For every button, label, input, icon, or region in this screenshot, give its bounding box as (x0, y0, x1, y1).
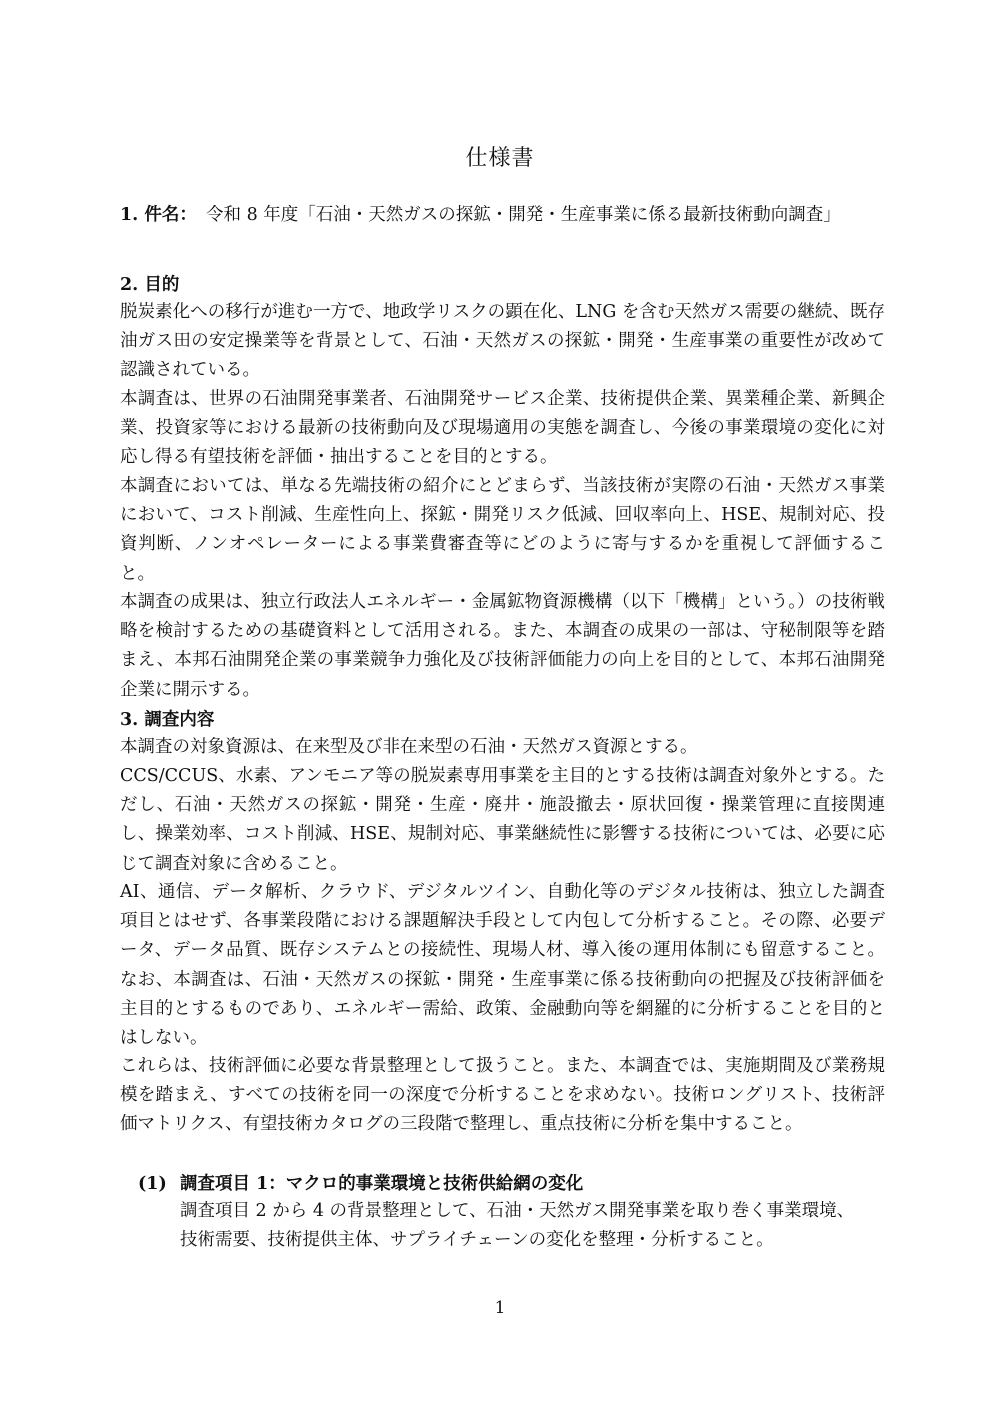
subject-text: 令和 8 年度「石油・天然ガスの探鉱・開発・生産事業に係る最新技術動向調査」 (206, 205, 841, 225)
purpose-paragraph-4: 本調査の成果は、独立行政法人エネルギー・金属鉱物資源機構（以下「機構」という。）の技術戦略を検討するための基礎資料として活用される。また、本調査の成果の一部は、守秘制限等を踏まえ、本邦石油開発企業の事業競争力強化及び技術評価能力の向上を目的として、本邦石油開発企業に開示する。 (120, 592, 885, 700)
purpose-paragraph-1: 脱炭素化への移行が進む一方で、地政学リスクの顕在化、LNG を含む天然ガス需要の継続、既存油ガス田の安定操業等を背景として、石油・天然ガスの探鉱・開発・生産事業の重要性が改めて認識されている。 (120, 302, 885, 381)
section-heading-purpose: 2. 目的 (120, 275, 180, 295)
content-paragraph-2: CCS/CCUS、水素、アンモニア等の脱炭素専用事業を主目的とする技術は調査対象外とする。ただし、石油・天然ガスの探鉱・開発・生産・廃井・施設撤去・原状回復・操業管理に直接関連し、操業効率、コスト削減、HSE、規制対応、事業継続性に影響する技術については、必要に応じて調査対象に含めること。 (120, 766, 885, 874)
section-heading-content: 3. 調査内容 (120, 710, 215, 730)
content-paragraph-3: AI、通信、データ解析、クラウド、デジタルツイン、自動化等のデジタル技術は、独立した調査項目とはせず、各事業段階における課題解決手段として内包して分析すること。その際、必要データ、データ品質、既存システムとの接続性、現場人材、導入後の運用体制にも留意すること。なお、本調査は、石油・天然ガスの探鉱・開発・生産事業に係る技術動向の把握及び技術評価を主目的とするものであり、エネルギー需給、政策、金融動向等を網羅的に分析することを目的とはしない。 (120, 882, 885, 1049)
content-paragraph-1: 本調査の対象資源は、在来型及び非在来型の石油・天然ガス資源とする。 (120, 737, 698, 757)
purpose-paragraph-3: 本調査においては、単なる先端技術の紹介にとどまらず、当該技術が実際の石油・天然ガス事業において、コスト削減、生産性向上、探鉱・開発リスク低減、回収率向上、HSE、規制対応、投資判断、ノンオペレーターによる事業費審査等にどのように寄与するかを重視して評価すること。 (120, 476, 885, 584)
document-title: 仕様書 (465, 146, 535, 171)
subject-line (120, 200, 880, 230)
subject-label: 1. 件名： (120, 205, 197, 225)
page-number: 1 (494, 1298, 506, 1318)
subsection-title: 調査項目 1：マクロ的事業環境と技術供給網の変化 (180, 1174, 584, 1194)
subsection-heading (138, 1170, 878, 1198)
subsection-text: 調査項目 2 から 4 の背景整理として、石油・天然ガス開発事業を取り巻く事業環境、技術需要、技術提供主体、サプライチェーンの変化を整理・分析すること。 (180, 1201, 855, 1251)
subsection-number: (1) (138, 1174, 167, 1194)
purpose-paragraph-2: 本調査は、世界の石油開発事業者、石油開発サービス企業、技術提供企業、異業種企業、新興企業、投資家等における最新の技術動向及び現場適用の実態を調査し、今後の事業環境の変化に対応し得る有望技術を評価・抽出することを目的とする。 (120, 389, 885, 468)
content-paragraph-4: これらは、技術評価に必要な背景整理として扱うこと。また、本調査では、実施期間及び業務規模を踏まえ、すべての技術を同一の深度で分析することを求めない。技術ロングリスト、技術評価マトリクス、有望技術カタログの三段階で整理し、重点技術に分析を集中すること。 (120, 1056, 885, 1135)
